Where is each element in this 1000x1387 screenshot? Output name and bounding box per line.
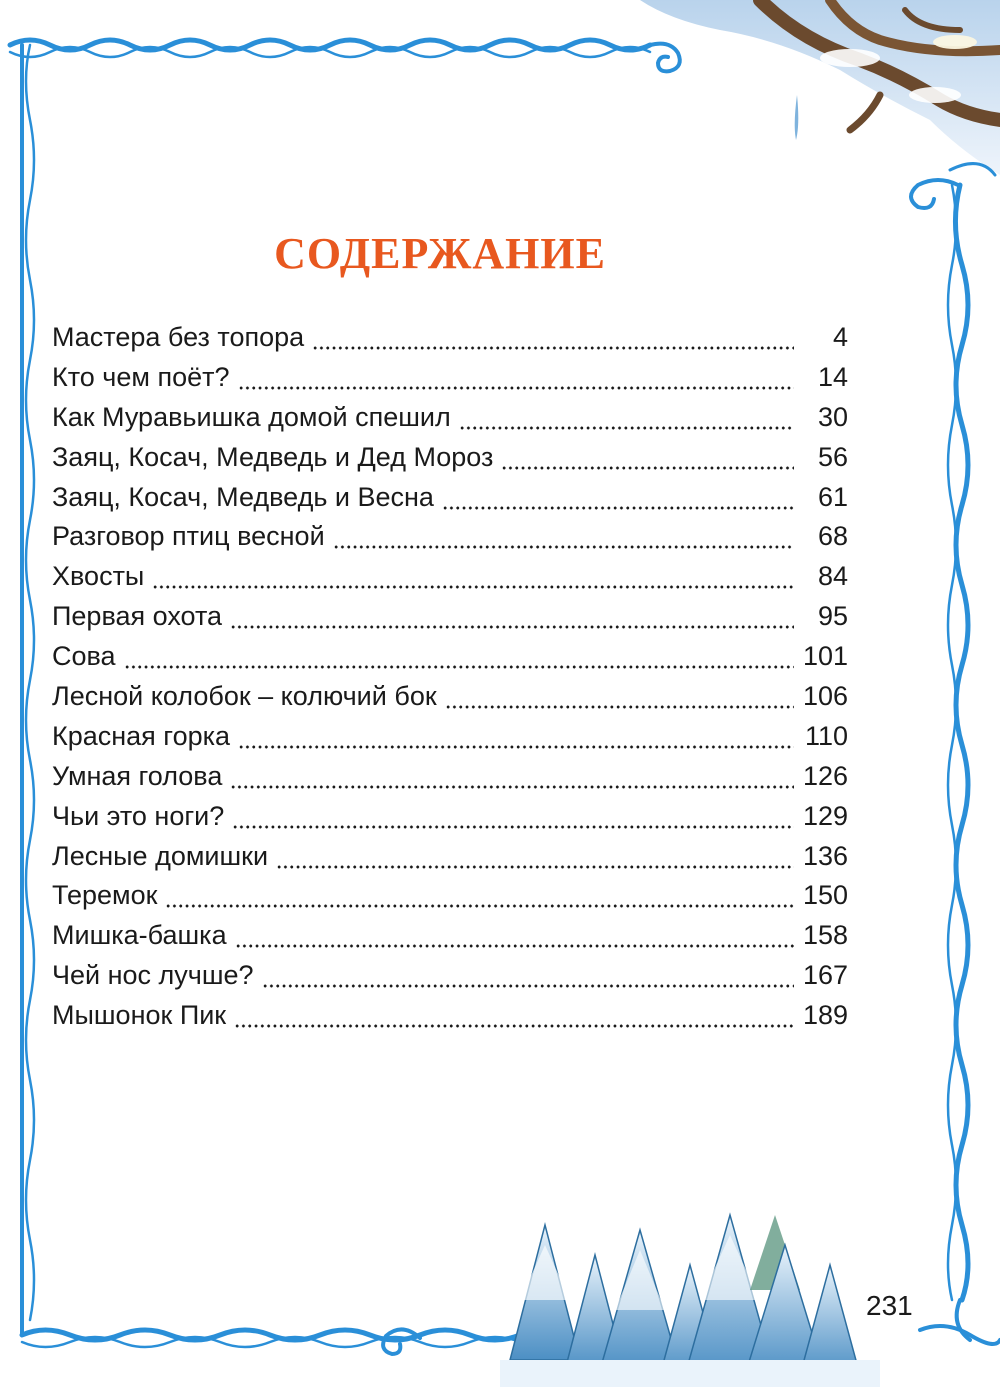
toc-entry-title: Как Муравьишка домой спешил	[52, 401, 451, 432]
toc-entry[interactable]	[52, 681, 848, 721]
toc-entry-title: Кто чем поёт?	[52, 361, 230, 392]
toc-entry[interactable]	[52, 561, 848, 601]
toc-entry[interactable]	[52, 641, 848, 681]
toc-entry[interactable]	[52, 841, 848, 881]
toc-entry-page: 158	[802, 920, 848, 951]
toc-entry-title: Чьи это ноги?	[52, 800, 225, 831]
toc-entry-title: Разговор птиц весной	[52, 521, 325, 552]
toc-entry-title: Лесные домишки	[52, 840, 269, 871]
toc-dot-leader	[232, 824, 794, 830]
toc-entry[interactable]	[52, 442, 848, 482]
toc-entry[interactable]	[52, 801, 848, 841]
toc-dot-leader	[230, 784, 794, 790]
toc-dot-leader	[165, 903, 794, 909]
toc-dot-leader	[124, 664, 794, 670]
toc-entry-page: 4	[832, 322, 848, 352]
toc-entry-title: Красная горка	[52, 720, 231, 751]
toc-entry-page: 167	[802, 960, 848, 991]
toc-entry-page: 150	[802, 880, 848, 911]
toc-entry[interactable]	[52, 482, 848, 522]
toc-entry-page: 189	[802, 1000, 848, 1031]
toc-entry[interactable]	[52, 322, 848, 362]
toc-dot-leader	[152, 584, 794, 590]
toc-entry-title: Лесной колобок – колючий бок	[52, 681, 437, 712]
toc-dot-leader	[230, 624, 794, 630]
toc-entry-title: Мишка-башка	[52, 920, 227, 951]
toc-entry-title: Сова	[52, 641, 116, 672]
toc-entry-title: Чей нос лучше?	[52, 960, 254, 991]
toc-entry-page: 136	[802, 840, 848, 871]
toc-dot-leader	[238, 385, 795, 391]
toc-entry-page: 56	[817, 441, 848, 472]
toc-entry[interactable]	[52, 721, 848, 761]
toc-entry-page: 95	[817, 601, 848, 632]
toc-dot-leader	[235, 943, 794, 949]
winter-branch-illustration	[640, 0, 1000, 175]
toc-entry-page: 30	[817, 401, 848, 432]
toc-entry[interactable]	[52, 761, 848, 801]
snowy-fir-trees-illustration	[500, 1215, 880, 1387]
toc-entry[interactable]	[52, 601, 848, 641]
toc-entry-page: 14	[817, 361, 848, 392]
toc-entry-page: 110	[804, 720, 848, 751]
toc-entry-page: 68	[817, 521, 848, 552]
toc-entry-title: Заяц, Косач, Медведь и Дед Мороз	[52, 441, 494, 472]
toc-entry-title: Заяц, Косач, Медведь и Весна	[52, 481, 434, 512]
toc-entry-page: 106	[802, 681, 848, 712]
page-number: 231	[866, 1290, 913, 1321]
toc-entry-page: 61	[817, 481, 848, 512]
toc-dot-leader	[333, 544, 794, 550]
toc-entry-title: Хвосты	[52, 561, 145, 592]
toc-dot-leader	[501, 465, 794, 471]
toc-entry-title: Теремок	[52, 880, 158, 911]
table-of-contents	[52, 322, 848, 1040]
toc-entry[interactable]	[52, 960, 848, 1000]
toc-entry-page: 126	[802, 760, 848, 791]
toc-entry[interactable]	[52, 521, 848, 561]
toc-dot-leader	[234, 1023, 794, 1029]
toc-entry[interactable]	[52, 362, 848, 402]
toc-entry[interactable]	[52, 920, 848, 960]
toc-dot-leader	[312, 345, 794, 351]
toc-entry[interactable]	[52, 1000, 848, 1040]
toc-dot-leader	[442, 505, 794, 511]
toc-entry-title: Мастера без топора	[52, 322, 305, 352]
page-title: СОДЕРЖАНИЕ	[274, 229, 606, 278]
toc-entry[interactable]	[52, 402, 848, 442]
toc-entry-page: 129	[802, 800, 848, 831]
toc-dot-leader	[262, 983, 794, 989]
toc-dot-leader	[276, 864, 794, 870]
toc-entry-page: 101	[802, 641, 848, 672]
toc-entry-title: Мышонок Пик	[52, 1000, 227, 1031]
toc-dot-leader	[238, 744, 794, 750]
toc-entry-title: Умная голова	[52, 760, 223, 791]
toc-entry-title: Первая охота	[52, 601, 223, 632]
toc-dot-leader	[459, 425, 794, 431]
toc-entry-page: 84	[817, 561, 848, 592]
toc-dot-leader	[445, 704, 794, 710]
toc-entry[interactable]	[52, 880, 848, 920]
